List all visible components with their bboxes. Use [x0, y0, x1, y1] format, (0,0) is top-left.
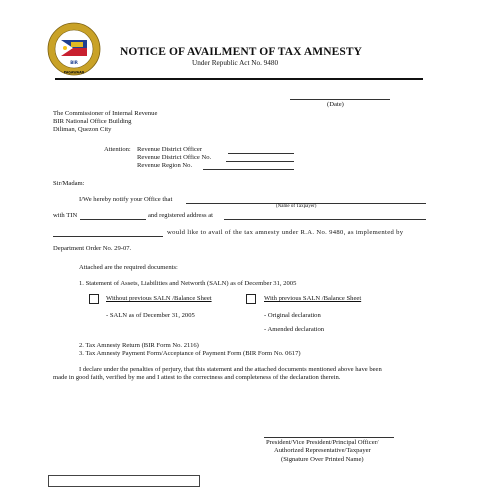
addressee-line-2: BIR National Office Building: [53, 118, 132, 125]
document-item-2: 2. Tax Amnesty Return (BIR Form No. 2116): [79, 342, 199, 349]
with-saln-label: With previous SALN /Balance Sheet: [264, 295, 362, 302]
signature-caption: (Signature Over Printed Name): [281, 456, 364, 463]
document-item-3: 3. Tax Amnesty Payment Form/Acceptance of Payment Form (BIR Form No. 0617): [79, 350, 301, 357]
without-saln-label: Without previous SALN /Balance Sheet: [106, 295, 212, 302]
region-field[interactable]: [203, 169, 294, 170]
bottom-box: [48, 475, 200, 487]
declaration-line-1: I declare under the penalties of perjury, that this statement and the attached documents mentioned above have been: [79, 366, 382, 373]
with-saln-checkbox[interactable]: [246, 294, 256, 304]
bir-seal-logo: [47, 22, 101, 76]
attached-heading: Attached are the required documents:: [79, 264, 178, 271]
without-saln-checkbox[interactable]: [89, 294, 99, 304]
signature-line[interactable]: [264, 437, 394, 438]
attention-label: Attention:: [104, 146, 131, 153]
address-field[interactable]: [224, 219, 426, 220]
taxpayer-note: (Name of Taxpayer): [276, 204, 317, 209]
attention-rdo-label: Revenue District Officer: [137, 146, 203, 153]
salutation: Sir/Madam:: [53, 180, 85, 187]
document-item-1: 1. Statement of Assets, Liabilities and Networth (SALN) as of December 31, 2005: [79, 280, 297, 287]
notify-text: I/We hereby notify your Office that: [79, 196, 173, 203]
header-rule: [55, 78, 423, 80]
form-subtitle: Under Republic Act No. 9480: [192, 59, 279, 67]
form-title: NOTICE OF AVAILMENT OF TAX AMNESTY: [120, 46, 363, 58]
rdo-field[interactable]: [228, 153, 294, 154]
saln-date-text: - SALN as of December 31, 2005: [106, 312, 195, 319]
avail-text: would like to avail of the tax amnesty under R.A. No. 9480, as implemented by: [167, 229, 404, 236]
date-field[interactable]: [290, 99, 390, 100]
address-field-2[interactable]: [53, 236, 163, 237]
svg-text:PAGAWAAN: PAGAWAAN: [63, 70, 85, 75]
signatory-title: President/Vice President/Principal Officer/: [266, 439, 379, 446]
declaration-line-2: made in good faith, verified by me and I attest to the correctness and completeness of the declaration therein.: [53, 374, 341, 381]
addressee-line-3: Diliman, Quezon City: [53, 126, 112, 133]
original-declaration: - Original declaration: [264, 312, 321, 319]
rdo-no-field[interactable]: [226, 161, 294, 162]
attention-region-label: Revenue Region No.: [137, 162, 193, 169]
amended-declaration: - Amended declaration: [264, 326, 325, 333]
department-order: Department Order No. 29-07.: [53, 245, 132, 252]
attention-rdo-no-label: Revenue District Office No.: [137, 154, 212, 161]
signatory-role: Authorized Representative/Taxpayer: [274, 447, 371, 454]
tin-label: with TIN: [53, 212, 78, 219]
svg-text:BIR: BIR: [70, 60, 78, 65]
date-label: (Date): [327, 101, 344, 108]
tin-field[interactable]: [80, 219, 146, 220]
registered-label: and registered address at: [148, 212, 213, 219]
addressee-line-1: The Commissioner of Internal Revenue: [53, 110, 158, 117]
